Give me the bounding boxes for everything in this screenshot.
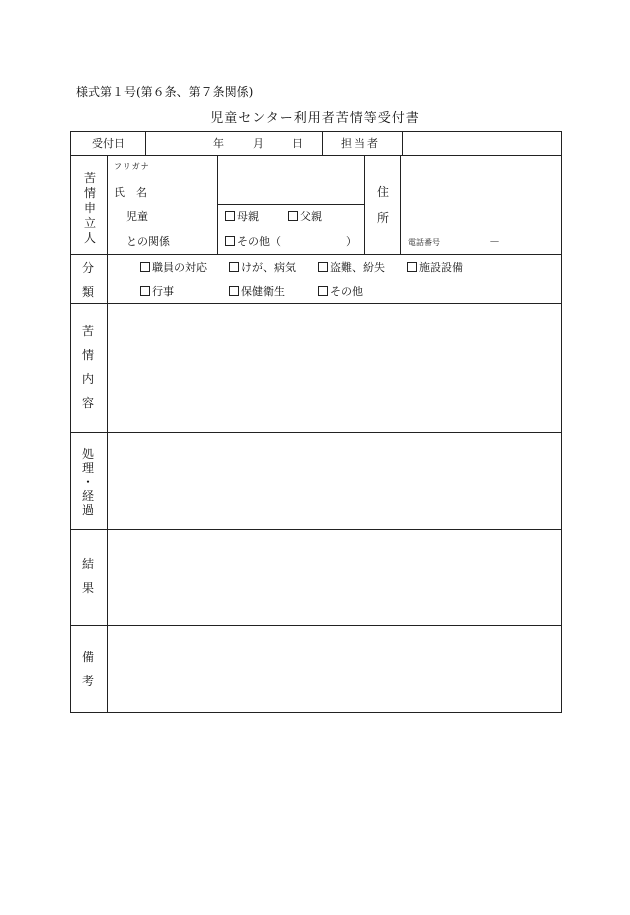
year-label: 年	[213, 137, 224, 150]
checkbox-icon[interactable]	[225, 236, 235, 246]
name-field[interactable]	[218, 156, 363, 203]
checkbox-icon[interactable]	[229, 286, 239, 296]
mother-option[interactable]	[225, 211, 259, 222]
staff-name-field[interactable]	[403, 132, 560, 154]
other-relation-close: ）	[346, 235, 357, 248]
father-option[interactable]	[288, 211, 322, 222]
address-field[interactable]	[401, 156, 560, 231]
complaint-content-label	[82, 325, 94, 409]
cell-divider	[322, 131, 323, 155]
handling-field[interactable]	[108, 433, 560, 528]
remarks-label	[82, 651, 94, 687]
other-relation-label: その他（	[237, 235, 281, 248]
result-field[interactable]	[108, 530, 560, 624]
category-option-label: 職員の対応	[152, 261, 207, 274]
checkbox-icon[interactable]	[225, 211, 235, 221]
cell-divider	[364, 155, 365, 254]
day-label: 日	[292, 137, 303, 150]
phone-label: 電話番号	[408, 238, 440, 247]
vertical-label-char: 容	[82, 396, 95, 410]
vertical-label-char: 立	[84, 216, 97, 230]
category-option-label: けが、病気	[241, 261, 296, 274]
vertical-label-char: 理	[82, 461, 95, 475]
relation-label: 児童	[126, 210, 148, 223]
category-label-1: 分	[82, 261, 95, 275]
address-label	[377, 186, 389, 224]
handling-label	[82, 448, 94, 516]
category-option-label: 盗難、紛失	[330, 261, 385, 274]
relation-label: との関係	[126, 235, 170, 248]
vertical-label-char: 申	[84, 201, 97, 215]
vertical-label-char: 処	[82, 447, 95, 461]
checkbox-icon[interactable]	[407, 262, 417, 272]
category-option-injury[interactable]	[229, 262, 296, 273]
vertical-label-char: ・	[82, 475, 95, 489]
mother-label: 母親	[237, 210, 259, 223]
category-option-label: 保健衛生	[241, 285, 285, 298]
vertical-label-char: 果	[82, 581, 95, 595]
reception-year-field[interactable]	[146, 132, 210, 154]
checkbox-icon[interactable]	[318, 262, 328, 272]
category-option-theft[interactable]	[318, 262, 385, 273]
category-option-label: 施設設備	[419, 261, 463, 274]
reception-date-label: 受付日	[92, 137, 125, 150]
vertical-label-char: 情	[82, 348, 95, 362]
name-label: 氏 名	[114, 186, 147, 199]
other-relation-option[interactable]	[225, 236, 281, 247]
furigana-label: フリガナ	[114, 162, 150, 171]
vertical-label-char: 苦	[82, 324, 95, 338]
cell-divider	[217, 204, 364, 205]
form-title: 児童センター利用者苦情等受付書	[210, 111, 420, 126]
checkbox-icon[interactable]	[140, 286, 150, 296]
vertical-label-char: 考	[82, 674, 95, 688]
vertical-label-char: 住	[377, 185, 390, 199]
vertical-label-char: 経	[82, 489, 95, 503]
category-label-2: 類	[82, 285, 95, 299]
vertical-label-char: 内	[82, 372, 95, 386]
category-option-staff[interactable]	[140, 262, 207, 273]
father-label: 父親	[300, 210, 322, 223]
form-number: 様式第１号(第６条、第７条関係)	[76, 85, 254, 99]
checkbox-icon[interactable]	[288, 211, 298, 221]
category-option-event[interactable]	[140, 286, 174, 297]
table-bottom-border	[70, 712, 562, 713]
vertical-label-char: 所	[377, 211, 390, 225]
row-divider	[70, 254, 562, 255]
category-option-health[interactable]	[229, 286, 285, 297]
phone-separator: －	[489, 235, 500, 248]
category-option-other[interactable]	[318, 286, 363, 297]
vertical-label-char: 人	[84, 231, 97, 245]
complaint-content-field[interactable]	[108, 304, 560, 431]
result-label	[82, 558, 94, 594]
vertical-label-char: 結	[82, 557, 95, 571]
checkbox-icon[interactable]	[229, 262, 239, 272]
remarks-field[interactable]	[108, 626, 560, 711]
complainant-label	[84, 172, 96, 244]
category-option-label: 行事	[152, 285, 174, 298]
vertical-label-char: 過	[82, 503, 95, 517]
category-option-facility[interactable]	[407, 262, 463, 273]
staff-label: 担当者	[341, 137, 380, 150]
checkbox-icon[interactable]	[140, 262, 150, 272]
vertical-label-char: 情	[84, 186, 97, 200]
month-label: 月	[253, 137, 264, 150]
checkbox-icon[interactable]	[318, 286, 328, 296]
vertical-label-char: 備	[82, 650, 95, 664]
category-option-label: その他	[330, 285, 363, 298]
vertical-label-char: 苦	[84, 171, 97, 185]
